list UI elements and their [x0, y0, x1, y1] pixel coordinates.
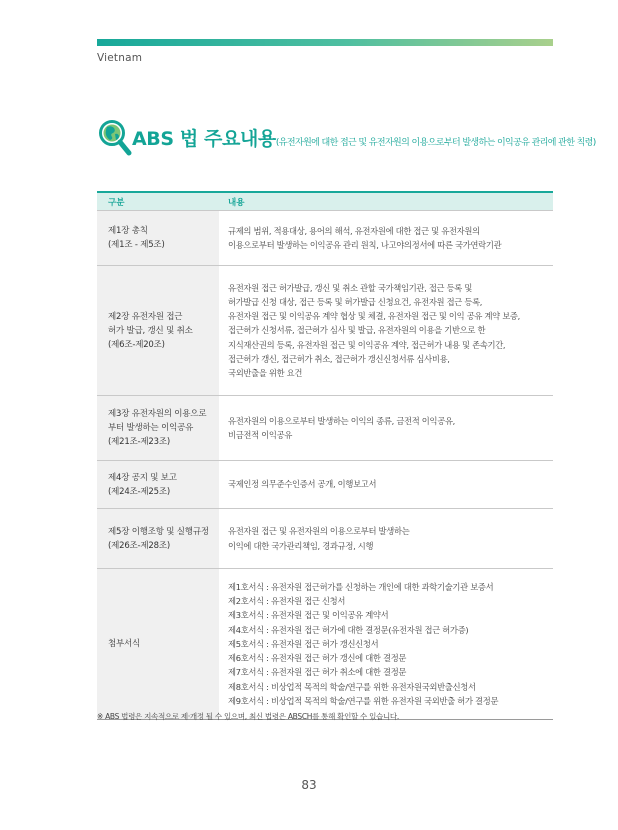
table-row	[97, 568, 553, 720]
running-header-country: Vietnam	[97, 52, 143, 64]
abs-law-table	[97, 191, 553, 720]
header-category: 구분	[108, 197, 125, 208]
row-category: 제5장 이행조항 및 실행규정 (제26조-제28조)	[97, 509, 219, 568]
magnifier-globe-icon	[95, 117, 135, 159]
row-content: 유전자원 접근 및 유전자원의 이용으로부터 발생하는 이익에 대한 국가관리책임, 경과규정, 시행	[228, 526, 410, 551]
table-row	[97, 395, 553, 460]
row-category: 제3장 유전자원의 이용으로 부터 발생하는 이익공유 (제21조-제23조)	[97, 396, 219, 460]
row-content: 국제인정 의무준수인증서 공개, 이행보고서	[228, 479, 377, 490]
table-header	[97, 193, 553, 210]
page-number: 83	[301, 778, 317, 792]
row-category: 첨부서식	[97, 569, 219, 719]
title-subtitle: (유전자원에 대한 접근 및 유전자원의 이용으로부터 발생하는 이익공유 관리에 관한 칙령)	[275, 138, 596, 148]
table-row	[97, 265, 553, 395]
table-row	[97, 508, 553, 568]
row-category: 제1장 총칙 (제1조 - 제5조)	[97, 211, 219, 265]
table-row	[97, 460, 553, 508]
footnote: ※ ABS 법령은 지속적으로 제·개정 될 수 있으며, 최신 법령은 ABSCH를 통해 확인할 수 있습니다.	[97, 712, 399, 721]
header-content: 내용	[228, 197, 245, 208]
top-accent-bar	[97, 39, 553, 46]
row-content: 제1호서식 : 유전자원 접근허가를 신청하는 개인에 대한 과학기술기관 보증서 제2호서식 : 유전자원 접근 신청서 제3호서식 : 유전자원 접근 및 이익공유 계약서 제4호서식 : 유전자원 접근 허가에 대한 결정문(유전자원 접근 허가증) 제5호서식 : 유전자원 접근 허가 갱신신청서 제6호서식 : 유전자원 접근 허가 갱신에 대한 결정문 제7호서식 : 유전자원 접근 허가 취소에 대한 결정문 제8호서식 : 비상업적 목적의 학술/연구를 위한 유전자원국외반출신청서 제9호서식 : 비상업적 목적의 학술/연구를 위한 유전자원 국외반출 허가 결정문	[228, 582, 499, 706]
row-category: 제4장 공지 및 보고 (제24조-제25조)	[97, 461, 219, 508]
title-text	[132, 124, 596, 151]
row-category: 제2장 유전자원 접근 허가 발급, 갱신 및 취소 (제6조-제20조)	[97, 266, 219, 395]
row-content: 유전자원의 이용으로부터 발생하는 이익의 종류, 금전적 이익공유, 비금전적 이익공유	[228, 415, 456, 440]
row-content: 규제의 범위, 적용대상, 용어의 해석, 유전자원에 대한 접근 및 유전자원의 이용으로부터 발생하는 이익공유 관리 원칙, 나고야의정서에 따른 국가연락기관	[228, 225, 502, 250]
row-content: 유전자원 접근 허가발급, 갱신 및 취소 관할 국가책임기관, 접근 등록 및 허가발급 신청 대상, 접근 등록 및 허가발급 신청요건, 유전자원 접근 등록, 유전자원 접근 및 이익공유 계약 협상 및 체결, 유전자원 접근 및 이익 공유 계약 보증, 접근허가 신청서류, 접근허가 심사 및 발급, 유전자원의 이용을 기반으로 한 지식재산권의 등록, 유전자원 접근 및 이익공유 계약, 접근허가 내용 및 존속기간, 접근허가 갱신, 접근허가 취소, 접근허가 갱신신청서류 심사비용, 국외반출을 위한 요건	[228, 282, 520, 378]
section-title	[95, 117, 596, 161]
table-row	[97, 210, 553, 265]
title-main-text: ABS 법 주요내용	[132, 128, 276, 150]
